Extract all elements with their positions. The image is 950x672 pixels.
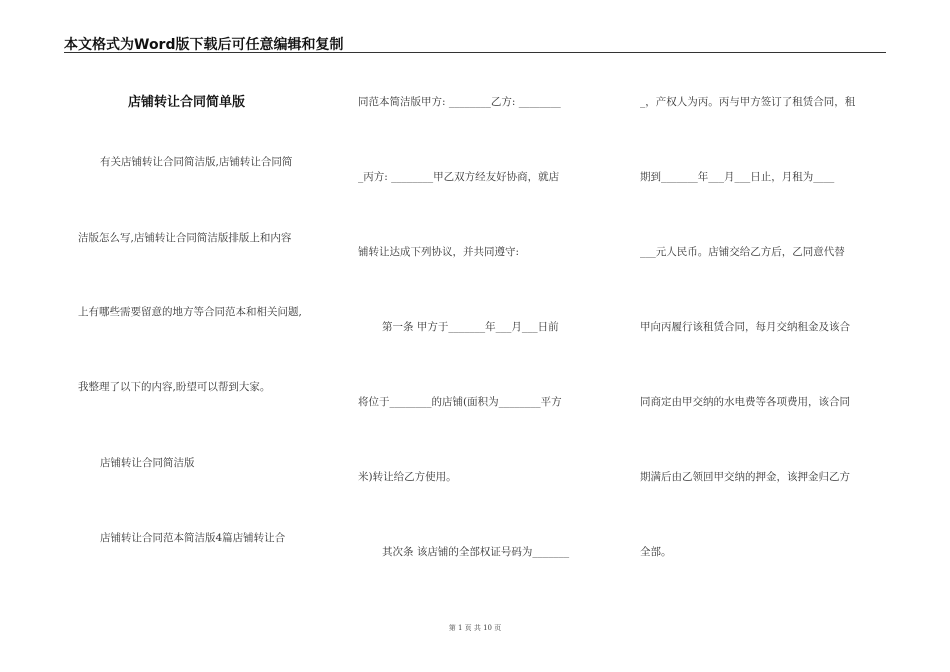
col1-line: 我整理了以下的内容,盼望可以帮到大家。 [78,381,271,393]
document-title: 店铺转让合同简单版 [128,95,246,110]
col2-line: _丙方: ________甲乙双方经友好协商，就店 [358,171,560,183]
header-divider [64,52,886,53]
col1-line: 店铺转让合同简洁版 [100,457,195,469]
page-number: 第 1 页 共 10 页 [448,624,502,632]
col3-line: ___元人民币。店铺交给乙方后，乙同意代替 [640,246,845,258]
page-header: 本文格式为Word版下载后可任意编辑和复制 [64,37,344,53]
col3-line: _，产权人为丙。丙与甲方签订了租赁合同，租 [640,96,856,108]
col3-line: 全部。 [640,546,672,558]
col2-line: 同范本简洁版甲方: ________乙方: ________ [358,96,561,108]
col2-line: 其次条 该店铺的全部权证号码为_______ [382,546,570,558]
col2-line: 铺转让达成下列协议，并共同遵守: [358,246,520,258]
col3-line: 甲向丙履行该租赁合同，每月交纳租金及该合 [640,321,850,333]
col1-line: 店铺转让合同范本简洁版4篇店铺转让合 [100,532,286,544]
col2-line: 米)转让给乙方使用。 [358,471,457,483]
col2-line: 将位于________的店铺(面积为________平方 [358,396,562,408]
col1-line: 上有哪些需要留意的地方等合同范本和相关问题, [78,306,302,318]
col3-line: 同商定由甲交纳的水电费等各项费用，该合同 [640,396,850,408]
col1-line: 有关店铺转让合同简洁版,店铺转让合同简 [100,156,293,168]
col2-line: 第一条 甲方于_______年___月___日前 [382,321,559,333]
col1-line: 洁版怎么写,店铺转让合同简洁版排版上和内容 [78,232,292,244]
col3-line: 期到_______年___月___日止，月租为____ [640,171,835,183]
col3-line: 期满后由乙领回甲交纳的押金，该押金归乙方 [640,471,850,483]
